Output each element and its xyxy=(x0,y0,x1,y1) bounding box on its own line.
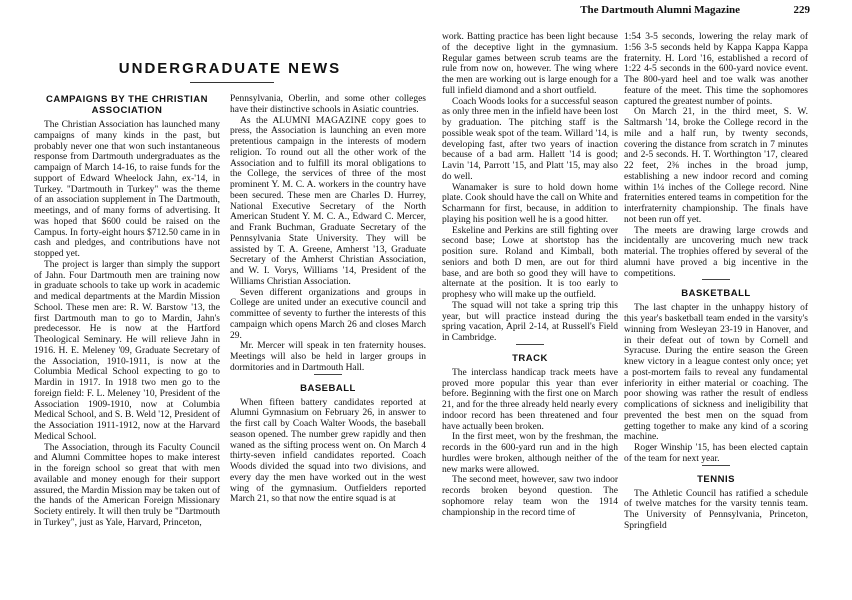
divider xyxy=(702,279,730,280)
paragraph: As the ALUMNI MAGAZINE copy goes to press, the Association is launching an even more pretentious campaign in the interests of modern religion. To round out all the other work of the Association and to fulfill its moral obligations to the College, the services of three of the most prominent Y. M. C. A. workers in the country have been secured. These men are Charles D. Hurrey, National Executive Secretary of the North American Student Y. M. C. A., Edward C. Mercer, and Frank Buchman, Graduate Secretary of the Pennsylvania State University. They will be assisted by T. A. Greene, Amherst '13, Graduate Secretary of the Amherst Christian Association, and W. I. Vorys, Williams '14, President of the Williams Christian Association. xyxy=(230,115,426,287)
divider xyxy=(516,344,544,345)
paragraph: The interclass handicap track meets have proved more popular this year than ever before. Beginning with the first one on March 21, and for the three already held nearly every indoor record has been threatened and four have actually been broken. xyxy=(442,367,618,432)
paragraph: The Christian Association has launched many campaigns of many kinds in the past, but probably never one that won such instantaneous response from Dartmouth undergraduates as the campaign of March 14-16, to raise funds for the support of Edward Wheelock Jahn, ex-'14, in Turkey. "Dartmouth in Turkey" was the theme of an association supplement in The Dartmouth, meetings, and of many forms of advertising. It was hoped that $600 could be raised on the Campus. In forty-eight hours $712.50 came in in cash and pledges, and contributions have not stopped yet. xyxy=(34,120,220,259)
divider xyxy=(314,374,342,375)
paragraph: The project is larger than simply the support of Jahn. Four Dartmouth men are training now in graduate schools to take up work in academic and medical departments at the Mardin Mission School. These men are: R. W. Barstow '13, the first Dartmouth man to go to Mardin, Jahn's predecessor. He is now at the Hartford Theological Seminary. He will relieve Jahn in 1916. H. E. Meleney '09, Graduate Secretary of the Association, 1910-1911, is now at the Columbia Medical School expecting to go to Mardin in 1917. In 1918 two men go to the foreign field: F. L. Meleney '10, President of the Association 1909-1910, now at Columbia Medical School, and S. B. Weld '12, President of the Association 1911-1912, now at the Harvard Medical School. xyxy=(34,259,220,442)
column-4 xyxy=(624,32,808,532)
paragraph: Mr. Mercer will speak in ten fraternity houses. Meetings will also be held in larger groups in dormitories and in Dartmouth Hall. xyxy=(230,341,426,373)
paragraph: The second meet, however, saw two indoor records broken beyond question. The sophomore relay team won the 1914 championship in the record time of xyxy=(442,475,618,518)
paragraph: The squad will not take a spring trip this year, but will practice instead during the spring vacation, April 2-14, at Russell's Field in Cambridge. xyxy=(442,300,618,343)
headline-rule xyxy=(190,82,274,83)
column-1 xyxy=(34,94,220,529)
paragraph: The Association, through its Faculty Council and Alumni Committee hopes to make interest in the foreign school so great that with men available and money enough for their support assured, the Mardin Mission may be taken out of the hands of the American Foreign Missionary Society entirely. It will then truly be "Dartmouth in Turkey", just as Yale, Harvard, Princeton, xyxy=(34,442,221,528)
paragraph: When fifteen battery candidates reported at Alumni Gymnasium on February 26, in answer to the first call by Coach Walter Woods, the baseball season opened. The number grew rapidly and then waned as the sifting process went on. On March 4 thirty-seven infield candidates reported. Coach Woods divided the squad into two divisions, and every day the men have worked out in the west wing of the gymnasium. Outfielders reported March 21, so that now the entire squad is at xyxy=(230,397,426,505)
page-number: 229 xyxy=(793,4,810,16)
column-2 xyxy=(230,94,426,505)
campaigns-heading: CAMPAIGNS BY THE CHRISTIAN ASSOCIATION xyxy=(45,94,209,116)
paragraph: The Athletic Council has ratified a schedule of twelve matches for the varsity tennis team. The University of Pennsylvania, Princeton, Springfield xyxy=(624,488,808,531)
track-heading: TRACK xyxy=(512,352,548,364)
paragraph: work. Batting practice has been light because of the deceptive light in the gymnasium. Regular games between scrub teams are the rule from now on, however. The wing where the men are working out is large enough for a full infield diamond and a short outfield. xyxy=(442,32,618,96)
divider xyxy=(702,465,730,466)
basketball-heading: BASKETBALL xyxy=(681,288,751,300)
section-headline: UNDERGRADUATE NEWS xyxy=(118,60,342,77)
paragraph: The last chapter in the unhappy history of this year's basketball team ended in the varsity's winning from Wesleyan 23-19 in Hanover, and in their defeat out of town by Cornell and Syracuse. During the entire season the Green knew victory in a league contest only once; yet a post-mortem fails to reveal any fundamental inferiority in either material or coaching. The poor showing was rather the result of endless complications of sickness and ineligibility that prevented the best men on the squad from getting together to make any kind of a scoring machine. xyxy=(624,303,808,443)
paragraph: Wanamaker is sure to hold down home plate. Cook should have the call on White and Scharmann for first, because, in addition to playing his position well he is a good hitter. xyxy=(442,182,618,225)
paragraph: 1:54 3-5 seconds, lowering the relay mark of 1:56 3-5 seconds held by Kappa Kappa Kappa fraternity. H. Lord '16, established a record of 1:22 4-5 seconds in the 600-yard novice event. The 800-yard heel and toe walk was another feature of the meet. This time the sophomores captured the greatest number of points. xyxy=(624,32,808,107)
tennis-heading: TENNIS xyxy=(697,473,735,485)
paragraph: Roger Winship '15, has been elected captain of the team for next year. xyxy=(624,443,808,464)
paragraph: In the first meet, won by the freshman, the records in the 600-yard run and in the high hurdles were broken, although neither of the new marks were allowed. xyxy=(442,432,618,475)
column-3 xyxy=(442,32,618,518)
paragraph: Coach Woods looks for a successful season as only three men in the infield have been lost by graduation. The pitching staff is the possible weak spot of the team. Willard '14, is developing fast, after two years of inaction because of a bad arm. Hallett '14 is good; Lavin '14, Parrott '15, and Platt '15, may also do well. xyxy=(442,96,618,182)
paragraph: Seven different organizations and groups in College are united under an executive council and committee of seventy to further the interests of this campaign which opens March 26 and closes March 29. xyxy=(230,287,426,341)
paragraph: Eskeline and Perkins are still fighting over second base; Lowe at shortstop has the position sure. Roland and Kimball, both seniors and both D men, are out for third base, and are both so good they will have to alternate at the position. It is too early to prophesy who will make up the outfield. xyxy=(442,225,618,300)
paragraph: On March 21, in the third meet, S. W. Saltmarsh '14, broke the College record in the mile and a half run, by twenty seconds, covering the distance from scratch in 7 minutes and 2-5 seconds. H. T. Worthington '17, cleared 22 feet, 2⅜ inches in the broad jump, establishing a new indoor record and coming within 1¼ inches of the College record. Nine fraternities entered teams in competition for the interfraternity championship. The finals have not been run off yet. xyxy=(624,107,808,225)
paragraph: The meets are drawing large crowds and incidentally are uncovering much new track material. The trophies offered by several of the alumni have proved a big incentive in the competitions. xyxy=(624,225,808,279)
baseball-heading: BASEBALL xyxy=(300,382,356,394)
paragraph: Pennsylvania, Oberlin, and some other colleges have their distinctive schools in Asiatic countries. xyxy=(230,94,426,115)
running-title: The Dartmouth Alumni Magazine xyxy=(580,4,740,16)
